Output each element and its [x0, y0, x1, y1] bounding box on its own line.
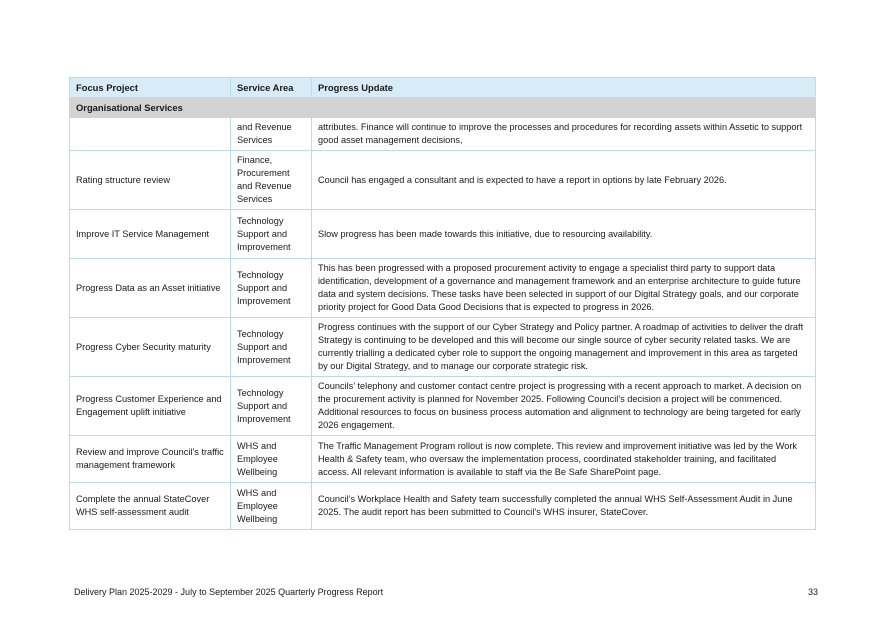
- service-area-cell: Finance, Procurement and Revenue Services: [231, 151, 312, 210]
- progress-update-cell: attributes. Finance will continue to improve the processes and procedures for recording assets within Assetic to support good asset management decisions,: [312, 118, 816, 151]
- table-row: [70, 210, 816, 259]
- progress-update-cell: Council’s Workplace Health and Safety team successfully completed the annual WHS Self-Assessment Audit in June 2025. The audit report has been submitted to Council’s WHS insurer, StateCover.: [312, 483, 816, 530]
- progress-report-table: [69, 77, 816, 530]
- section-header-label: Organisational Services: [70, 98, 816, 118]
- focus-project-cell: Review and improve Council’s traffic management framework: [70, 436, 231, 483]
- table-row: [70, 377, 816, 436]
- footer-page-number: 33: [807, 587, 818, 597]
- progress-update-cell: Council has engaged a consultant and is expected to have a report in options by late February 2026.: [312, 151, 816, 210]
- column-header-service-area: Service Area: [231, 78, 312, 98]
- section-header-row: [70, 98, 816, 118]
- focus-project-cell: [70, 118, 231, 151]
- progress-update-cell: The Traffic Management Program rollout is now complete. This review and improvement initiative was led by the Work Health & Safety team, who oversaw the implementation process, coordinated stakeholder training, and facilitated access. All relevant information is available to staff via the Be Safe SharePoint page.: [312, 436, 816, 483]
- column-header-focus-project: Focus Project: [70, 78, 231, 98]
- table-row: [70, 118, 816, 151]
- table-row: [70, 318, 816, 377]
- service-area-cell: WHS and Employee Wellbeing: [231, 436, 312, 483]
- progress-update-cell: This has been progressed with a proposed procurement activity to engage a specialist third party to support data identification, development of a governance and management framework and an enterprise architecture to guide future data and system decisions. These tasks have been selected in support of our Digital Strategy goals, and our corporate priority project for Good Data Good Decisions that is expected to progress in 2026.: [312, 259, 816, 318]
- focus-project-cell: Rating structure review: [70, 151, 231, 210]
- progress-update-cell: Councils’ telephony and customer contact centre project is progressing with a recent approach to market. A decision on the procurement activity is planned for November 2025. Following Council’s decision a project will be commenced. Additional resources to focus on business process automation and alignment to technology are being targeted for early 2026 engagement.: [312, 377, 816, 436]
- page-footer: [74, 587, 818, 597]
- focus-project-cell: Progress Cyber Security maturity: [70, 318, 231, 377]
- focus-project-cell: Progress Customer Experience and Engagement uplift initiative: [70, 377, 231, 436]
- focus-project-cell: Progress Data as an Asset initiative: [70, 259, 231, 318]
- table-row: [70, 151, 816, 210]
- service-area-cell: and Revenue Services: [231, 118, 312, 151]
- table-row: [70, 483, 816, 530]
- focus-project-cell: Improve IT Service Management: [70, 210, 231, 259]
- column-header-progress-update: Progress Update: [312, 78, 816, 98]
- table-header-row: [70, 78, 816, 98]
- focus-project-cell: Complete the annual StateCover WHS self-assessment audit: [70, 483, 231, 530]
- progress-report-table-container: [69, 77, 815, 530]
- service-area-cell: Technology Support and Improvement: [231, 318, 312, 377]
- progress-update-cell: Slow progress has been made towards this initiative, due to resourcing availability.: [312, 210, 816, 259]
- table-row: [70, 259, 816, 318]
- table-row: [70, 436, 816, 483]
- service-area-cell: WHS and Employee Wellbeing: [231, 483, 312, 530]
- service-area-cell: Technology Support and Improvement: [231, 377, 312, 436]
- progress-update-cell: Progress continues with the support of our Cyber Strategy and Policy partner. A roadmap of activities to deliver the draft Strategy is continuing to be developed and this will become our single source of cyber security related tasks. We are currently trialling a dedicated cyber role to support the ongoing management and improvement in this area as targeted by our Digital Strategy, and to manage our corporate strategic risk.: [312, 318, 816, 377]
- footer-report-title: Delivery Plan 2025-2029 - July to September 2025 Quarterly Progress Report: [74, 587, 384, 597]
- service-area-cell: Technology Support and Improvement: [231, 210, 312, 259]
- service-area-cell: Technology Support and Improvement: [231, 259, 312, 318]
